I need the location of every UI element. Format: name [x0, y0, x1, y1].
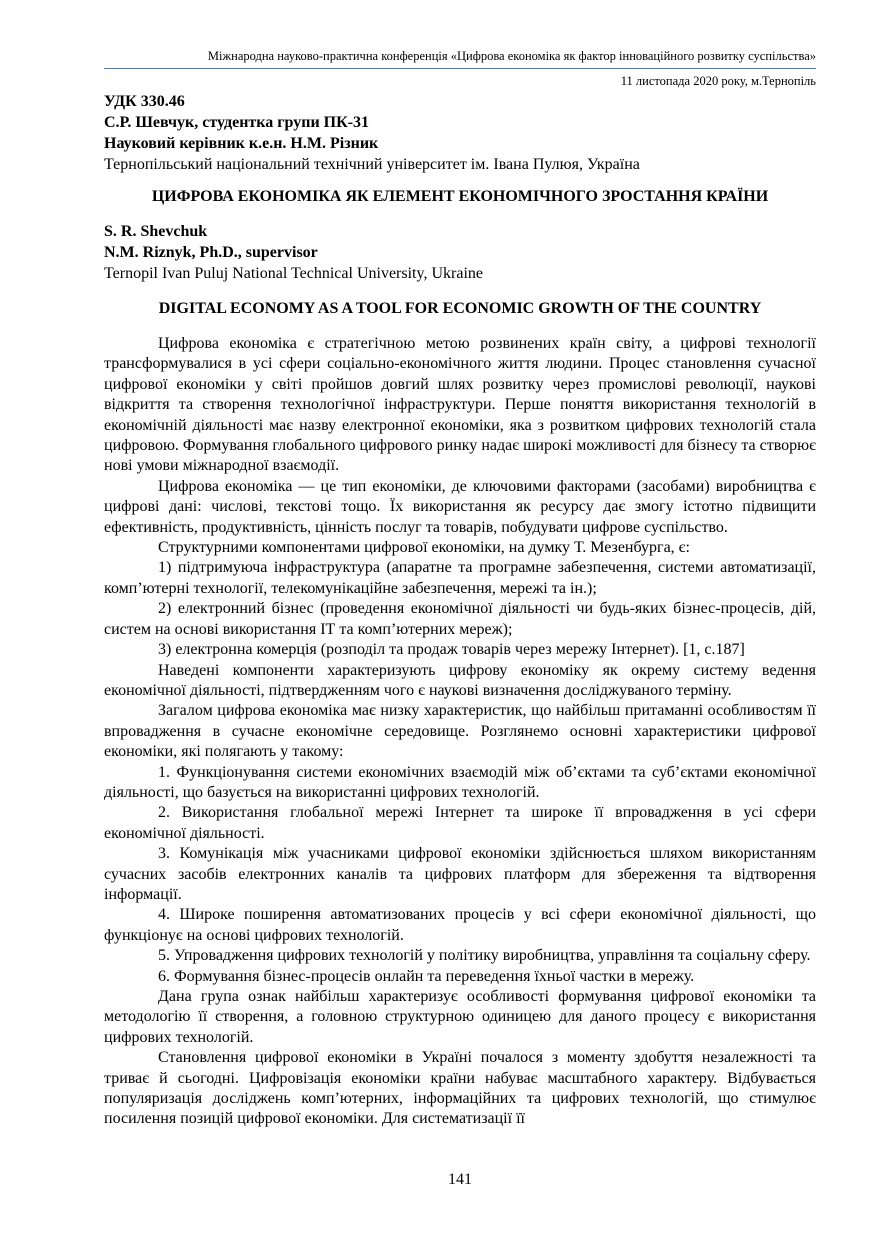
author-ua-text: С.Р. Шевчук, студентка групи ПК-31 — [104, 114, 370, 131]
page-number: 141 — [448, 1171, 472, 1188]
supervisor-ua — [104, 134, 816, 154]
list-item: 1) підтримуюча інфраструктура (апаратне та програмне забезпечення, системи автоматизації, комп’ютерні технології, телекомунікаційне забезпечення, мережі та ін.); — [104, 559, 816, 597]
supervisor-en-text: N.M. Riznyk, Ph.D., supervisor — [104, 244, 318, 261]
author-en — [104, 222, 816, 242]
udk-code — [104, 92, 816, 112]
paragraph: Становлення цифрової економіки в Україні почалося з моменту здобуття незалежності та триває й сьогодні. Цифровізація економіки країни набуває масштабного характеру. Відбувається популяризація досліджень комп’ютерних, інформаційних та цифрових технологій, що стимулює посилення позицій цифрової економіки. Для систематизації її — [104, 1049, 816, 1128]
list-item: 3. Комунікація між учасниками цифрової економіки здійснюється шляхом використанням сучасних засобів електронних каналів та цифрових платформ для збереження та відтворення інформації. — [104, 845, 816, 903]
author-en-text: S. R. Shevchuk — [104, 223, 208, 240]
list-item: 5. Упровадження цифрових технологій у політику виробництва, управління та соціальну сферу. — [158, 947, 811, 965]
supervisor-en — [104, 243, 816, 263]
paragraph: Дана група ознак найбільш характеризує особливості формування цифрової економіки та методологію її створення, а головною структурною одиницею для даного процесу є використання цифрових технологій. — [104, 988, 816, 1046]
paragraph: Наведені компоненти характеризують цифрову економіку як окрему систему ведення економічної діяльності, підтвердженням чого є наукові визначення досліджуваного терміну. — [104, 661, 816, 699]
body-text — [104, 334, 816, 1130]
affiliation-ua: Тернопільський національний технічний університет ім. Івана Пулюя, Україна — [104, 156, 640, 173]
affiliation-en: Ternopil Ivan Puluj National Technical University, Ukraine — [104, 265, 483, 282]
header-date-place: 11 листопада 2020 року, м.Тернопіль — [620, 74, 816, 88]
udk-text: УДК 330.46 — [104, 93, 185, 110]
list-item: 1. Функціонування системи економічних взаємодій між об’єктами та суб’єктами економічної діяльності, що базується на використанні цифрових технологій. — [104, 763, 816, 801]
paragraph: Загалом цифрова економіка має низку характеристик, що найбільш притаманні особливостям її впровадження в сучасне економічне середовище. Розглянемо основні характеристики цифрової економіки, які полягають у такому: — [104, 702, 816, 761]
title-ua: ЦИФРОВА ЕКОНОМІКА ЯК ЕЛЕМЕНТ ЕКОНОМІЧНОГО ЗРОСТАННЯ КРАЇНИ — [151, 188, 769, 205]
list-item: 6. Формування бізнес-процесів онлайн та переведення їхньої частки в мережу. — [158, 967, 695, 985]
paragraph: Структурними компонентами цифрової економіки, на думку Т. Мезенбурга, є: — [158, 539, 690, 557]
paragraph: Цифрова економіка — це тип економіки, де ключовими факторами (засобами) виробництва є цифрові дані: числові, текстові тощо. Їх використання як ресурсу дає змогу істотно підвищити ефективність, продуктивність, цінність послуг та товарів, побудувати цифрове суспільство. — [104, 477, 816, 536]
running-header: Міжнародна науково-практична конференція «Цифрова економіка як фактор інноваційного розвитку суспільства» — [207, 49, 816, 63]
supervisor-ua-text: Науковий керівник к.е.н. Н.М. Різник — [104, 135, 379, 152]
author-ua — [104, 113, 816, 133]
list-item: 3) електронна комерція (розподіл та продаж товарів через мережу Інтернет). [1, с.187] — [158, 641, 745, 659]
list-item: 2) електронний бізнес (проведення економічної діяльності чи будь-яких бізнес-процесів, дій, систем на основі використання ІТ та комп’ютерних мереж); — [104, 600, 816, 638]
paragraph: Цифрова економіка є стратегічною метою розвинених країн світу, а цифрові технології трансформувалися в усі сфери соціально-економічного життя людини. Процес становлення сучасної цифрової економіки у світі пройшов довгий шлях розвитку через промислові революції, наукові відкриття та створення технологічної інфраструктури. Перше поняття використання технологій в економічній діяльності має назву електронної економіки, яка з розвитком цифрових технологій стала цифровою. Формування глобального цифрового ринку надає широкі можливості для бізнесу та створює нові умови міжнародної взаємодії. — [104, 335, 816, 475]
header-rule — [104, 68, 816, 69]
list-item: 4. Широке поширення автоматизованих процесів у всі сфери економічної діяльності, що функціонує на основі цифрових технологій. — [104, 906, 816, 944]
list-item: 2. Використання глобальної мережі Інтернет та широке її впровадження в усі сфери економічної діяльності. — [104, 804, 816, 842]
title-en: DIGITAL ECONOMY AS A TOOL FOR ECONOMIC GROWTH OF THE COUNTRY — [158, 300, 762, 317]
